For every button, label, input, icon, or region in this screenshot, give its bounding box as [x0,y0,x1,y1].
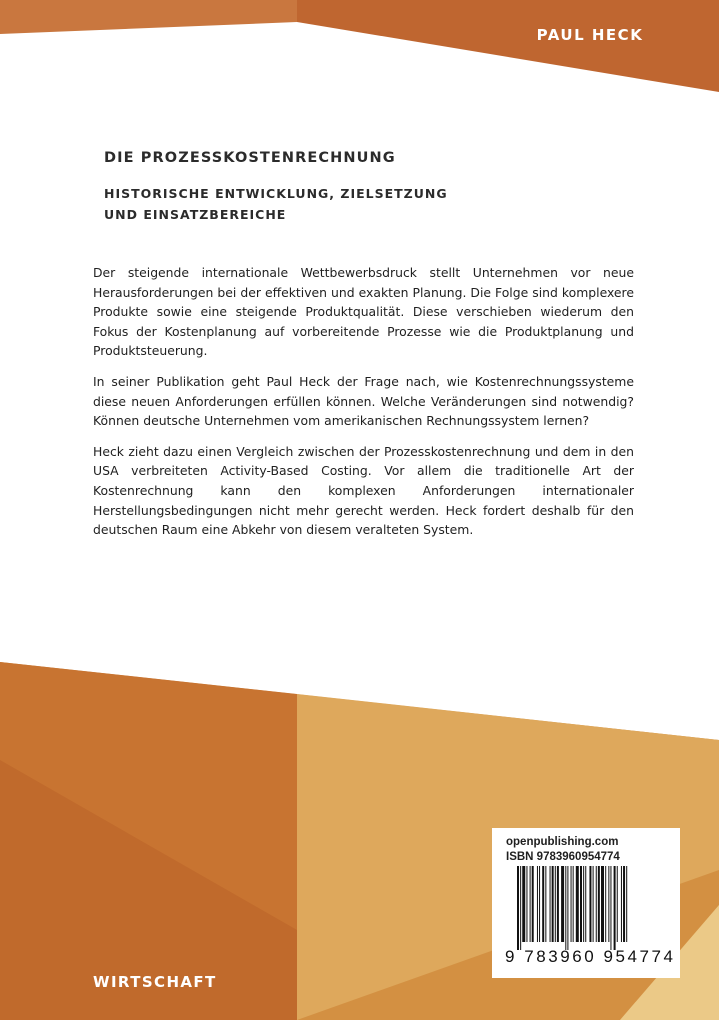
blurb-text [93,263,634,551]
barcode-bar [522,866,525,942]
isbn-label: ISBN 9783960954774 [506,851,620,863]
barcode-bar [532,866,534,942]
barcode-bar [583,866,584,942]
barcode-bar [580,866,582,942]
book-title: DIE PROZESSKOSTENRECHNUNG [104,150,396,166]
barcode-digits: 9 783960 954774 [505,947,673,966]
blurb-paragraph: Der steigende internationale Wettbewerbsdruck stellt Unternehmen vor neue Herausforderungen bei der effektiven und exakten Planung. Die Folge sind komplexere Produkte sowie eine steigende Produktqualität. Diese verschieben wiederum den Fokus der Kostenplanung auf vorbereitende Prozesse wie die Produktplanung und Produktsteuerung. [93,265,634,359]
barcode-bar [617,866,618,942]
top-band-left [0,0,297,34]
barcode-bar [614,866,616,950]
barcode-bar [561,866,564,942]
book-subtitle [104,183,448,225]
barcode-bar [552,866,554,942]
barcode-bar [517,866,519,950]
top-band-right [297,0,719,92]
barcode-bar [545,866,546,942]
blurb-paragraph: In seiner Publikation geht Paul Heck der Frage nach, wie Kostenrechnungssysteme diese neuen Anforderungen erfüllen können. Welche Veränderungen sind notwendig? Können deutsche Unternehmen vom amerikanischen Rechnungssystem lernen? [93,373,634,429]
barcode-bar [530,866,531,942]
barcode-bar [610,866,611,950]
barcode-bar [621,866,622,942]
author-name: PAUL HECK [536,26,644,44]
publisher-url: openpublishing.com [506,836,619,848]
barcode-bar [601,866,604,942]
barcode-bar [585,866,586,942]
barcode-bar [589,866,591,942]
barcode-bar [555,866,556,942]
barcode-bar [520,866,521,950]
subtitle-line: HISTORISCHE ENTWICKLUNG, ZIELSETZUNG [104,186,448,201]
barcode-bar [608,866,609,942]
barcode-bar [526,866,527,942]
barcode-bar [571,866,572,942]
barcode-bar [542,866,544,942]
barcode-bar [626,866,627,942]
barcode-bar [593,866,594,942]
barcode-bar [576,866,579,942]
barcode-bar [596,866,597,942]
barcode-bar [550,866,551,942]
barcode-bar [537,866,538,942]
barcode-bar [598,866,600,942]
barcode-icon [505,866,675,966]
barcode-bar [567,866,568,950]
barcode-bar [565,866,566,950]
category-label: WIRTSCHAFT [93,973,217,991]
barcode-bar [557,866,559,942]
barcode-bar [539,866,540,942]
blurb-paragraph: Heck zieht dazu einen Vergleich zwischen der Prozesskostenrechnung und dem in den USA verbreiteten Activity-Based Costing. Vor allem die traditionelle Art der Kostenrechnung kann den komplexen Anforderungen internationaler Herstellungsbedingungen nicht mehr gerecht werden. Heck fordert deshalb für den deutschen Raum eine Abkehr von diesem veralteten System. [93,443,634,538]
barcode-bar [573,866,574,942]
barcode-bar [623,866,625,942]
subtitle-line: UND EINSATZBEREICHE [104,207,287,222]
barcode-bar [605,866,606,942]
